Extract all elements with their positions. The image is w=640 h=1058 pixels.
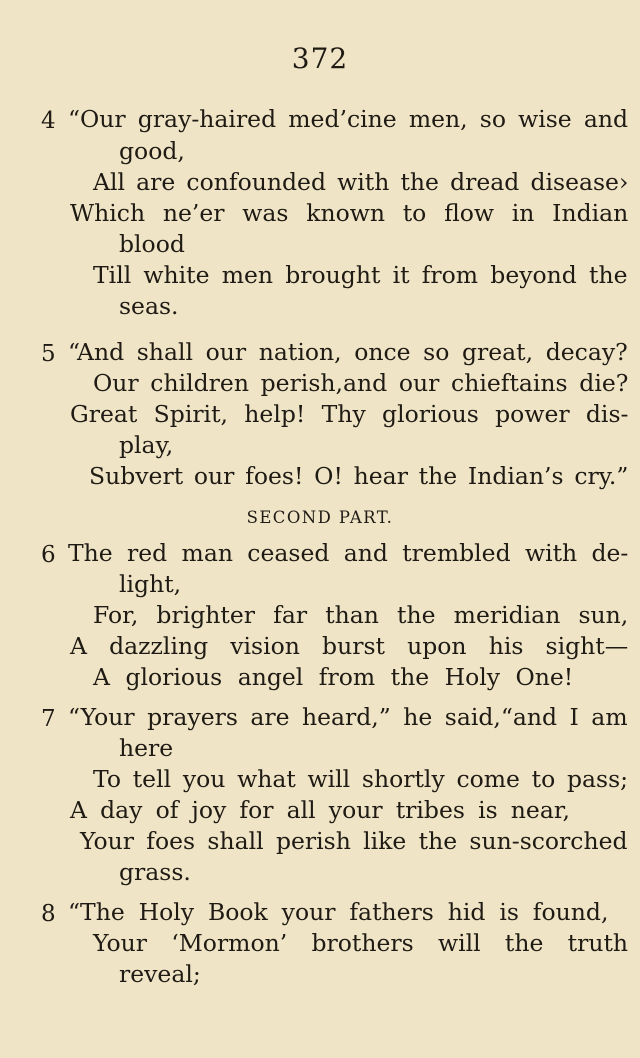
stanza-4-line-4: Which ne’er was known to flow in Indian (70, 199, 629, 227)
stanza-5-line-3: Great Spirit, help! Thy glorious power dis- (70, 400, 629, 428)
stanza-4-line-3: All are confounded with the dread disease› (93, 168, 629, 196)
stanza-4-number: 4 (41, 108, 56, 134)
stanza-5-line-5: Subvert our foes! O! hear the Indian’s cry.” (89, 462, 629, 490)
page-number: 372 (291, 42, 349, 75)
stanza-6-line-1: The red man ceased and trembled with de- (68, 539, 629, 567)
stanza-4-line-7: seas. (119, 292, 179, 320)
section-heading: SECOND PART. (246, 508, 394, 527)
stanza-5-line-2: Our children perish,and our chieftains die? (93, 369, 629, 397)
stanza-7-line-2: here (119, 734, 174, 762)
stanza-4-line-2: good, (119, 137, 185, 165)
stanza-7-number: 7 (41, 706, 56, 732)
stanza-7-line-4: A day of joy for all your tribes is near, (70, 796, 570, 824)
stanza-5-number: 5 (41, 341, 56, 367)
stanza-5-line-4: play, (119, 431, 174, 459)
stanza-8-number: 8 (41, 901, 56, 927)
stanza-7-line-1: “Your prayers are heard,” he said,“and I am (68, 703, 628, 731)
stanza-6-line-3: For, brighter far than the meridian sun, (93, 601, 629, 629)
stanza-4-line-6: Till white men brought it from beyond the (93, 261, 628, 289)
stanza-7-line-5: Your foes shall perish like the sun-scorched (80, 827, 628, 855)
stanza-7-line-6: grass. (119, 858, 191, 886)
stanza-4-line-1: “Our gray-haired med’cine men, so wise and (68, 105, 629, 133)
stanza-8-line-3: reveal; (119, 960, 201, 988)
stanza-5-line-1: “And shall our nation, once so great, decay? (68, 338, 628, 366)
stanza-8-line-2: Your ‘Mormon’ brothers will the truth (93, 929, 629, 957)
stanza-6-line-4: A dazzling vision burst upon his sight— (70, 632, 629, 660)
stanza-6-line-2: light, (119, 570, 182, 598)
stanza-6-number: 6 (41, 542, 56, 568)
stanza-4-line-5: blood (119, 230, 185, 258)
stanza-7-line-3: To tell you what will shortly come to pass; (93, 765, 629, 793)
stanza-8-line-1: “The Holy Book your fathers hid is found, (68, 898, 609, 926)
stanza-6-line-5: A glorious angel from the Holy One! (93, 663, 574, 691)
